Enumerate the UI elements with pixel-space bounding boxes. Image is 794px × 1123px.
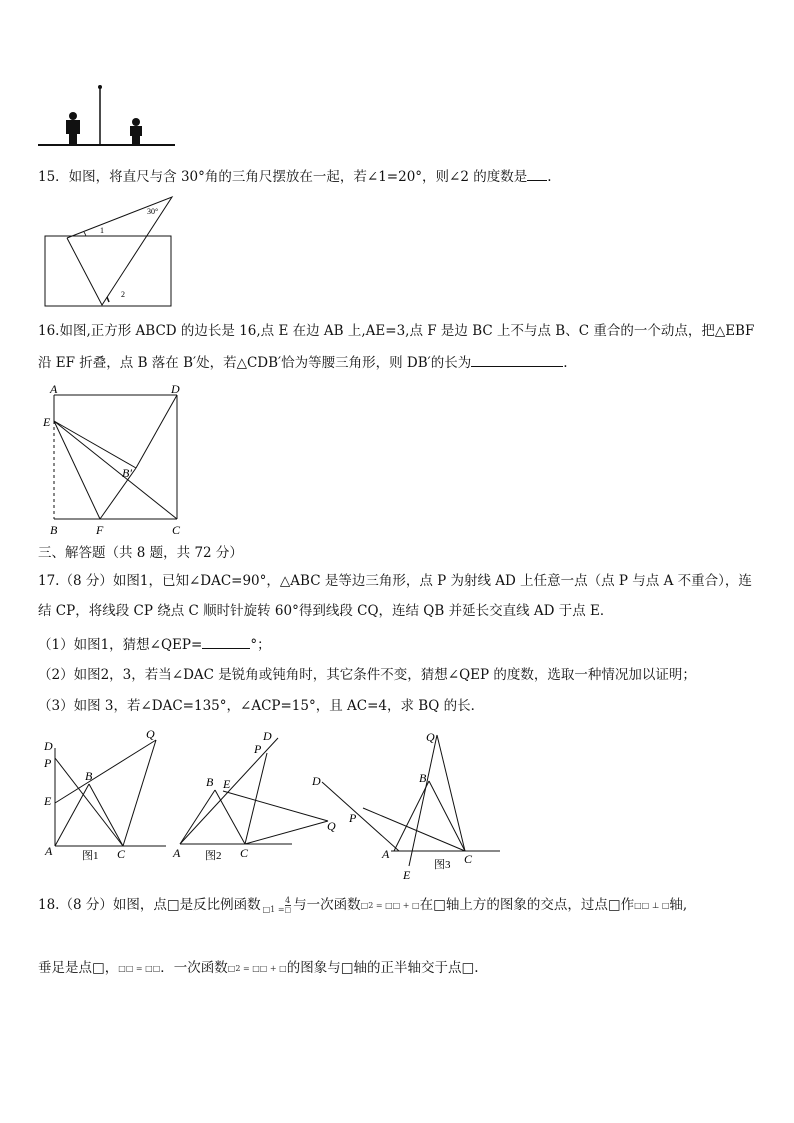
fig2-label-B: B <box>206 775 214 789</box>
fig3-label-P: P <box>349 811 357 825</box>
angle-2-label: 2 <box>121 290 125 299</box>
q16-label-D: D <box>171 383 180 396</box>
q18-line2 <box>38 958 479 978</box>
figure-q14-fragment <box>30 80 180 150</box>
q16-line2-after: . <box>563 355 568 371</box>
q15-text-after: . <box>547 169 552 185</box>
q18-line1 <box>38 895 687 915</box>
fig3-label-E: E <box>403 868 411 882</box>
fig3-label-D: D <box>312 774 321 788</box>
q17-answer-blank <box>202 634 250 649</box>
q18-text-f: 作 <box>620 897 635 913</box>
q18-eq-perp: □□ ⊥ □ <box>634 901 670 910</box>
fig3-label-B: B <box>419 771 427 785</box>
q18-eq-y2b: □2 = □□ + □ <box>227 964 287 973</box>
fig3-caption: 图3 <box>434 859 451 871</box>
q16-line2-before: 沿 EF 折叠，点 B 落在 B′处，若△CDB′恰为等腰三角形，则 DB′的长为 <box>38 355 472 371</box>
fig1-label-Q: Q <box>146 727 155 741</box>
angle-2-mark <box>107 297 109 302</box>
q18-eq-y2: □2 = □□ + □ <box>360 901 420 910</box>
fig2-label-E: E <box>223 777 231 791</box>
fig2-label-P: P <box>254 742 262 756</box>
q17-line2: 结 CP，将线段 CP 绕点 C 顺时针旋转 60°得到线段 CQ，连结 QB 并延长交直线 AD 于点 E． <box>38 603 614 619</box>
fig1-label-C: C <box>117 847 126 861</box>
q18-glyph-axis: □ <box>433 897 446 913</box>
q17-part1 <box>38 634 271 655</box>
q18-eq-eq: □□ = □□ <box>118 964 161 973</box>
section-3-title: 三、解答题（共 8 题，共 72 分） <box>38 545 243 561</box>
fig2-label-Q: Q <box>327 819 336 833</box>
fig1-label-P: P <box>44 756 52 770</box>
q18-eq-y1-den: □ <box>284 906 292 914</box>
q16-answer-blank <box>471 352 563 367</box>
fig3-label-C: C <box>464 852 473 866</box>
q18-eq-y1 <box>263 896 292 915</box>
q16-label-A: A <box>50 383 58 396</box>
q16-line2 <box>38 352 568 373</box>
q18-glyph-point: □ <box>607 897 621 913</box>
fig1-label-B: B <box>85 769 93 783</box>
q16-line1: 16.如图,正方形 ABCD 的边长是 16,点 E 在边 AB 上,AE=3,点 F 是边 BC 上不与点 B、C 重合的一个动点，把△EBF <box>38 323 755 339</box>
fig2-label-D: D <box>263 729 272 743</box>
angle-1-label: 1 <box>100 226 104 235</box>
pole-lamp <box>98 85 102 89</box>
angle-1-arc <box>84 232 86 236</box>
figure-q15 <box>36 192 181 312</box>
q18-text-b: 是反比例函数 <box>179 897 261 913</box>
fig1-caption: 图1 <box>82 850 99 862</box>
q18-glyph-point2: □ <box>461 960 475 976</box>
q18-text-2f: . <box>474 960 479 976</box>
person-right-icon <box>130 118 142 145</box>
q17-part2: （2）如图2，3，若当∠DAC 是锐角或钝角时，其它条件不变，猜想∠QEP 的度数，选取一种情况加以证明； <box>38 667 696 683</box>
fig2-caption: 图2 <box>205 850 222 862</box>
q17-part1-after: °； <box>250 637 271 653</box>
q16-label-C: C <box>172 523 181 537</box>
q15-text <box>38 166 552 187</box>
q17-part1-before: （1）如图1，猜想∠QEP= <box>38 637 203 653</box>
q18-glyph: □ <box>166 897 180 913</box>
figure-q16 <box>40 383 190 539</box>
q18-text-2a: 垂足是点 <box>38 960 92 976</box>
q18-text-2c: ．一次函数 <box>160 960 228 976</box>
q18-text-2e: 轴的正半轴交于点 <box>353 960 462 976</box>
q18-glyph-axis2: □ <box>340 960 354 976</box>
q15-answer-blank <box>527 166 547 181</box>
fig3-label-A: A <box>382 847 390 861</box>
q17-line1: 17.（8 分）如图1，已知∠DAC=90°，△ABC 是等边三角形，点 P 为射线 AD 上任意一点（点 P 与点 A 不重合），连 <box>38 573 752 589</box>
fig3-label-Q: Q <box>426 730 435 744</box>
q17-part3: （3）如图 3，若∠DAC=135°，∠ACP=15°，且 AC=4，求 BQ 的长． <box>38 698 485 714</box>
q18-eq-y1-lhs: □1 = <box>262 905 285 914</box>
q16-label-F: F <box>96 523 104 537</box>
person-left-icon <box>66 112 80 145</box>
q18-text-e: 轴上方的图象的交点，过点 <box>445 897 608 913</box>
fig1-label-D: D <box>44 739 53 753</box>
q16-label-Bprime: B′ <box>122 466 132 480</box>
q18-text-d: 在 <box>419 897 434 913</box>
q18-text-a: 18.（8 分）如图，点 <box>38 897 167 913</box>
q18-text-2d: 的图象与 <box>286 960 341 976</box>
angle-30-label: 30° <box>147 207 159 216</box>
q15-text-before: 15．如图，将直尺与含 30°角的三角尺摆放在一起，若∠1=20°，则∠2 的度数是 <box>38 169 528 185</box>
q16-label-B: B <box>50 523 58 537</box>
fig2-label-A: A <box>173 846 181 860</box>
q18-text-g: 轴, <box>669 897 688 913</box>
fig2-label-C: C <box>240 846 249 860</box>
q18-text-c: 与一次函数 <box>293 897 361 913</box>
fig1-label-A: A <box>45 844 53 858</box>
q18-text-2b: ， <box>104 960 119 976</box>
q18-eq-y1-num: 4 <box>285 896 291 905</box>
fig1-label-E: E <box>44 794 52 808</box>
q18-glyph-foot: □ <box>92 960 105 976</box>
figure-17-1 <box>38 726 168 866</box>
figure-17-3 <box>306 724 502 884</box>
q16-label-E: E <box>43 415 51 429</box>
